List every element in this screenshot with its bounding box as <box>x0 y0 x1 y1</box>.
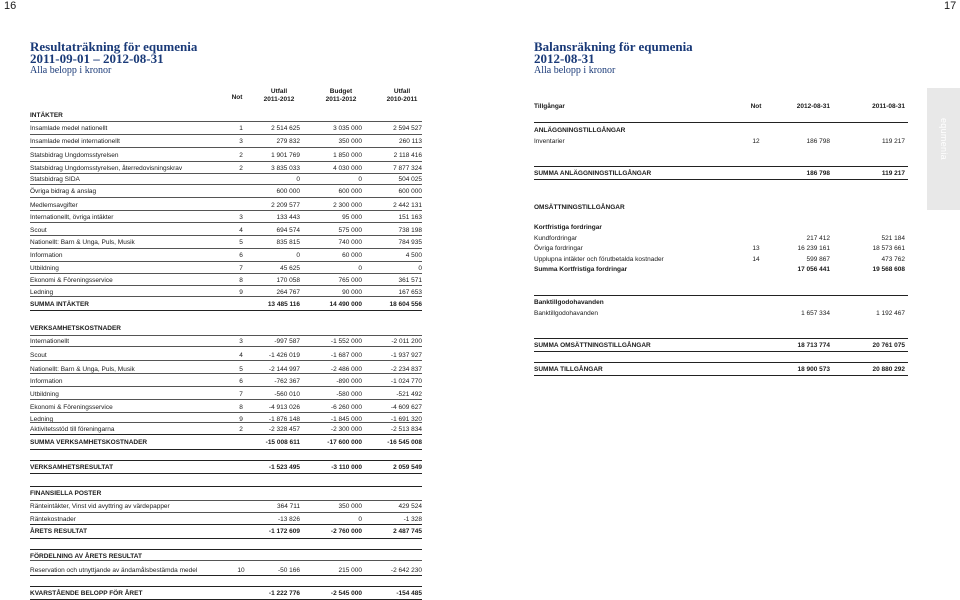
row-label: Övriga bidrag & anslag <box>30 188 97 195</box>
row-value-col2: 90 000 <box>342 289 362 296</box>
table-row <box>534 309 909 318</box>
row-value-col1: 1 901 769 <box>271 152 300 159</box>
row-note: 7 <box>239 391 243 398</box>
row-value-col3: 7 877 324 <box>393 165 422 172</box>
row-value-col2: 18 573 661 <box>872 245 905 252</box>
row-note: 3 <box>239 214 243 221</box>
row-divider <box>30 197 422 198</box>
table-row <box>30 425 430 434</box>
row-value-col3: 4 500 <box>405 252 422 259</box>
row-value-col1: -15 008 611 <box>265 439 300 446</box>
row-label: Nationellt: Barn & Unga, Puls, Musik <box>30 366 135 373</box>
row-value-col1: -2 328 457 <box>268 426 300 433</box>
row-label: Statsbidrag Ungdomsstyrelsen <box>30 152 119 159</box>
row-value-col1: -4 913 026 <box>268 404 300 411</box>
row-value-col2: -3 110 000 <box>331 464 362 471</box>
row-value-col1: 45 625 <box>280 265 300 272</box>
table-row <box>30 527 430 536</box>
row-label: Upplupna intäkter och förutbetalda kostnader <box>534 256 664 263</box>
table-row <box>30 201 430 210</box>
row-note: 7 <box>239 265 243 272</box>
table-row <box>30 226 430 235</box>
row-label: Banktillgodohavanden <box>534 299 604 306</box>
header-right-col1: 2012-08-31 <box>796 103 830 110</box>
row-note: 4 <box>239 227 243 234</box>
row-value-col1: -13 826 <box>277 516 300 523</box>
header-col1-a: Utfall <box>270 88 288 95</box>
row-value-col1: -1 222 776 <box>268 590 300 597</box>
row-value-col3: 2 059 549 <box>393 464 422 471</box>
table-row <box>534 298 909 307</box>
row-value-col3: 784 935 <box>398 239 422 246</box>
row-label: Internationellt <box>30 338 70 345</box>
row-label: Banktillgodohavanden <box>534 310 598 317</box>
row-note: 2 <box>239 426 243 433</box>
row-value-col1: 3 835 033 <box>271 165 300 172</box>
row-value-col1: -1 426 019 <box>268 352 300 359</box>
row-divider <box>30 399 422 400</box>
income-statement-title: Resultaträkning för equmenia <box>30 39 198 54</box>
row-divider <box>30 222 422 223</box>
row-note: 8 <box>239 277 243 284</box>
table-row <box>30 502 430 511</box>
row-value-col1: 217 412 <box>806 235 830 242</box>
row-value-col1: 186 798 <box>806 138 830 145</box>
row-value-col2: -1 687 000 <box>330 352 362 359</box>
row-value-col1: 2 514 625 <box>271 125 300 132</box>
table-row <box>30 403 430 412</box>
row-label: KVARSTÅENDE BELOPP FÖR ÅRET <box>30 590 143 597</box>
row-value-col2: 575 000 <box>338 227 362 234</box>
section-rule <box>30 473 422 474</box>
header-col3-b: 2010-2011 <box>386 96 418 103</box>
table-row <box>30 377 430 386</box>
table-row <box>534 169 909 178</box>
table-row <box>30 337 430 346</box>
balance-sheet-unit: Alla belopp i kronor <box>534 65 616 76</box>
table-row <box>30 213 430 222</box>
table-row <box>30 187 430 196</box>
row-value-col3: 260 113 <box>398 138 422 145</box>
row-note: 4 <box>239 352 243 359</box>
row-value-col3: 151 163 <box>398 214 422 221</box>
table-row <box>534 234 909 243</box>
header-col2-b: 2011-2012 <box>325 96 357 103</box>
table-row <box>30 175 430 184</box>
row-value-col2: 20 880 292 <box>872 366 905 373</box>
row-divider <box>30 210 422 211</box>
header-right-not: Not <box>750 103 762 110</box>
section-rule <box>30 460 422 461</box>
table-row <box>30 489 430 498</box>
row-note: 3 <box>239 338 243 345</box>
section-rule <box>30 434 422 435</box>
row-note: 8 <box>239 404 243 411</box>
header-col3-a: Utfall <box>393 88 411 95</box>
table-row <box>534 203 909 212</box>
row-label: ANLÄGGNINGSTILLGÅNGAR <box>534 127 626 134</box>
row-divider <box>30 512 422 513</box>
table-row <box>30 164 430 173</box>
row-label: Ekonomi & Föreningsservice <box>30 277 113 284</box>
row-value-col1: -762 367 <box>274 378 300 385</box>
row-value-col1: 1 657 334 <box>801 310 830 317</box>
row-value-col2: 1 192 467 <box>876 310 905 317</box>
row-label: Aktivitetsstöd till föreningarna <box>30 426 115 433</box>
section-rule <box>30 486 422 487</box>
row-label: Information <box>30 378 63 385</box>
row-label: Statsbidrag Ungdomsstyrelsen, återredovisningskrav <box>30 165 183 172</box>
income-statement-unit: Alla belopp i kronor <box>30 65 112 76</box>
row-label: FÖRDELNING AV ÅRETS RESULTAT <box>30 553 142 560</box>
row-label: Ekonomi & Föreningsservice <box>30 404 113 411</box>
row-value-col2: 4 030 000 <box>333 165 362 172</box>
row-label: VERKSAMHETSRESULTAT <box>30 464 114 471</box>
row-value-col2: 473 762 <box>881 256 905 263</box>
row-value-col3: -521 492 <box>396 391 422 398</box>
row-label: VERKSAMHETSKOSTNADER <box>30 325 122 332</box>
row-value-col3: 167 653 <box>398 289 422 296</box>
table-row <box>534 126 909 135</box>
row-label: Medlemsavgifter <box>30 202 78 209</box>
row-label: Reservation och utnyttjande av ändamålsbestämda medel <box>30 567 198 574</box>
table-row <box>30 238 430 247</box>
table-row <box>30 264 430 273</box>
row-value-col2: 350 000 <box>338 503 362 510</box>
row-note: 5 <box>239 239 243 246</box>
row-value-col1: 170 058 <box>276 277 300 284</box>
row-note: 12 <box>752 138 760 145</box>
row-divider <box>30 500 422 501</box>
row-value-col2: -580 000 <box>336 391 362 398</box>
table-row <box>30 390 430 399</box>
row-divider <box>30 235 422 236</box>
row-label: Internationellt, övriga intäkter <box>30 214 114 221</box>
row-label: Övriga fordringar <box>534 245 583 252</box>
row-label: Kortfristiga fordringar <box>534 224 602 231</box>
row-value-col2: 95 000 <box>342 214 362 221</box>
row-note: 6 <box>239 252 243 259</box>
row-value-col1: -560 010 <box>274 391 300 398</box>
row-label: Nationellt: Barn & Unga, Puls, Musik <box>30 239 135 246</box>
section-rule <box>30 586 422 587</box>
row-value-col1: 264 767 <box>276 289 300 296</box>
row-value-col2: 600 000 <box>338 188 362 195</box>
row-value-col3: 738 198 <box>398 227 422 234</box>
header-col1-b: 2011-2012 <box>263 96 295 103</box>
row-note: 9 <box>239 289 243 296</box>
row-value-col2: -2 300 000 <box>330 426 362 433</box>
row-value-col3: -154 485 <box>396 590 422 597</box>
row-value-col1: -1 876 148 <box>268 416 300 423</box>
page-number-right: 17 <box>944 0 957 12</box>
row-value-col2: 3 035 000 <box>333 125 362 132</box>
row-note: 2 <box>239 152 243 159</box>
row-label: Kundfordringar <box>534 235 577 242</box>
side-tab-label: equmenia <box>939 118 949 160</box>
table-row <box>30 111 430 120</box>
row-value-col3: -1 328 <box>403 516 422 523</box>
side-tab <box>927 88 960 210</box>
row-note: 6 <box>239 378 243 385</box>
row-value-col1: 835 815 <box>276 239 300 246</box>
row-note: 1 <box>239 125 243 132</box>
row-value-col3: -2 513 834 <box>390 426 422 433</box>
row-value-col3: 0 <box>418 265 422 272</box>
row-value-col1: 18 713 774 <box>797 342 830 349</box>
summa-omsattningstillgangar-box <box>534 338 908 352</box>
row-value-col3: -4 609 627 <box>390 404 422 411</box>
row-note: 5 <box>239 366 243 373</box>
row-divider <box>30 173 422 174</box>
header-not: Not <box>231 94 243 101</box>
section-rule <box>534 179 908 180</box>
table-row <box>534 255 909 264</box>
row-note: 2 <box>239 165 243 172</box>
row-value-col3: 429 524 <box>398 503 422 510</box>
section-rule <box>30 310 422 311</box>
row-value-col1: 16 239 161 <box>797 245 830 252</box>
row-value-col3: 2 487 745 <box>393 528 422 535</box>
row-label: Ledning <box>30 289 54 296</box>
row-value-col2: -2 760 000 <box>330 528 362 535</box>
row-label: SUMMA VERKSAMHETSKOSTNADER <box>30 439 148 446</box>
row-note: 3 <box>239 138 243 145</box>
row-value-col3: -1 024 770 <box>390 378 422 385</box>
table-row <box>30 137 430 146</box>
section-rule <box>30 575 422 576</box>
section-rule <box>534 166 908 167</box>
row-label: Ledning <box>30 416 54 423</box>
row-value-col2: 60 000 <box>342 252 362 259</box>
row-value-col1: -997 587 <box>274 338 300 345</box>
row-note: 14 <box>752 256 760 263</box>
row-value-col1: 364 711 <box>276 503 300 510</box>
row-value-col3: 2 442 131 <box>393 202 422 209</box>
row-value-col3: -2 011 200 <box>391 338 422 345</box>
row-value-col1: -1 172 609 <box>268 528 300 535</box>
row-divider <box>30 147 422 148</box>
row-value-col3: 2 594 527 <box>393 125 422 132</box>
row-value-col2: 0 <box>358 176 362 183</box>
row-value-col1: 17 056 441 <box>797 266 830 273</box>
row-divider <box>30 273 422 274</box>
row-value-col2: 119 217 <box>881 170 905 177</box>
section-rule <box>30 449 422 450</box>
row-value-col3: -2 642 230 <box>390 567 422 574</box>
row-divider <box>30 261 422 262</box>
table-row <box>30 251 430 260</box>
table-row <box>534 223 909 232</box>
header-col2-a: Budget <box>329 88 353 95</box>
row-label: Statsbidrag SIDA <box>30 176 80 183</box>
table-row <box>534 265 909 274</box>
row-value-col1: -50 166 <box>277 567 300 574</box>
row-value-col1: 600 000 <box>276 188 300 195</box>
row-divider <box>30 134 422 135</box>
row-value-col3: 18 604 556 <box>389 301 422 308</box>
row-divider <box>30 121 422 122</box>
table-row <box>30 124 430 133</box>
row-value-col1: 279 832 <box>276 138 300 145</box>
row-value-col1: -1 523 495 <box>268 464 300 471</box>
row-value-col3: -1 691 320 <box>390 416 422 423</box>
row-divider <box>30 422 422 423</box>
row-divider <box>30 248 422 249</box>
row-divider <box>30 161 422 162</box>
row-divider <box>30 285 422 286</box>
section-rule <box>534 295 908 296</box>
row-label: Information <box>30 252 63 259</box>
page-number-left: 16 <box>4 0 17 12</box>
row-value-col2: -2 545 000 <box>330 590 362 597</box>
row-label: OMSÄTTNINGSTILLGÅNGAR <box>534 204 625 211</box>
row-value-col2: 0 <box>358 265 362 272</box>
table-row <box>30 589 430 598</box>
row-divider <box>30 346 422 347</box>
table-row <box>30 515 430 524</box>
summa-tillgangar-box <box>534 362 908 376</box>
table-row <box>30 438 430 447</box>
row-divider <box>30 184 422 185</box>
row-value-col3: -16 545 008 <box>387 439 422 446</box>
row-divider <box>30 360 422 361</box>
table-row <box>30 351 430 360</box>
row-value-col1: 694 574 <box>276 227 300 234</box>
row-note: 10 <box>237 567 245 574</box>
table-row <box>30 324 430 333</box>
row-label: Utbildning <box>30 391 59 398</box>
row-divider <box>30 386 422 387</box>
row-value-col2: 119 217 <box>881 138 905 145</box>
row-value-col2: -6 260 000 <box>330 404 362 411</box>
row-label: Ränteintäkter, Vinst vid avyttring av värdepapper <box>30 503 170 510</box>
section-rule <box>30 538 422 539</box>
section-rule <box>30 549 422 550</box>
row-label: Insamlade medel nationellt <box>30 125 108 132</box>
row-value-col3: 2 118 416 <box>393 152 422 159</box>
row-note: 9 <box>239 416 243 423</box>
header-tillgangar: Tillgångar <box>534 103 565 110</box>
table-row <box>30 151 430 160</box>
row-value-col1: 186 798 <box>806 170 830 177</box>
row-value-col3: 504 025 <box>398 176 422 183</box>
row-value-col3: 361 571 <box>398 277 422 284</box>
row-value-col1: 18 900 573 <box>797 366 830 373</box>
row-value-col3: -1 937 927 <box>390 352 422 359</box>
row-label: INTÄKTER <box>30 112 63 119</box>
row-value-col1: 0 <box>296 252 300 259</box>
row-value-col2: 521 184 <box>881 235 905 242</box>
balance-sheet-title: Balansräkning för equmenia <box>534 39 693 54</box>
row-value-col1: 133 443 <box>276 214 300 221</box>
row-label: Insamlade medel internationellt <box>30 138 120 145</box>
row-label: Scout <box>30 352 47 359</box>
balance-sheet-date: 2012-08-31 <box>534 51 595 66</box>
row-label: SUMMA OMSÄTTNINGSTILLGÅNGAR <box>534 342 651 349</box>
table-row <box>30 566 430 575</box>
row-value-col2: 740 000 <box>338 239 362 246</box>
row-value-col2: 2 300 000 <box>333 202 362 209</box>
row-value-col2: 20 761 075 <box>872 342 905 349</box>
row-value-col3: 600 000 <box>398 188 422 195</box>
row-value-col2: 0 <box>358 516 362 523</box>
row-value-col2: 1 850 000 <box>333 152 362 159</box>
row-divider <box>30 412 422 413</box>
table-row <box>30 300 430 309</box>
row-value-col1: -2 144 997 <box>268 366 300 373</box>
row-label: SUMMA TILLGÅNGAR <box>534 366 603 373</box>
row-value-col1: 13 485 116 <box>267 301 300 308</box>
row-label: SUMMA ANLÄGGNINGSTILLGÅNGAR <box>534 170 652 177</box>
row-value-col2: -2 486 000 <box>330 366 362 373</box>
table-row <box>30 463 430 472</box>
row-value-col2: 350 000 <box>338 138 362 145</box>
row-label: Inventarier <box>534 138 565 145</box>
row-value-col2: 19 568 608 <box>872 266 905 273</box>
table-row <box>30 276 430 285</box>
row-label: Summa Kortfristiga fordringar <box>534 266 628 273</box>
row-value-col2: -890 000 <box>336 378 362 385</box>
row-value-col2: 14 490 000 <box>329 301 362 308</box>
section-rule <box>534 122 908 123</box>
row-value-col1: 599 867 <box>806 256 830 263</box>
row-divider <box>30 296 422 297</box>
row-value-col1: 2 209 577 <box>271 202 300 209</box>
section-rule <box>30 524 422 525</box>
row-divider <box>30 373 422 374</box>
row-value-col3: -2 234 837 <box>390 366 422 373</box>
table-row <box>534 137 909 146</box>
row-label: ÅRETS RESULTAT <box>30 528 88 535</box>
row-value-col1: 0 <box>296 176 300 183</box>
income-statement-period: 2011-09-01 – 2012-08-31 <box>30 51 164 66</box>
row-label: Scout <box>30 227 47 234</box>
row-label: Räntekostnader <box>30 516 76 523</box>
row-label: FINANSIELLA POSTER <box>30 490 102 497</box>
row-divider <box>30 335 422 336</box>
row-value-col2: -1 845 000 <box>330 416 362 423</box>
row-value-col2: -17 600 000 <box>327 439 362 446</box>
row-label: SUMMA INTÄKTER <box>30 301 89 308</box>
row-value-col2: 765 000 <box>338 277 362 284</box>
row-label: Utbildning <box>30 265 59 272</box>
row-divider <box>30 560 422 561</box>
row-note: 13 <box>752 245 760 252</box>
table-row <box>534 244 909 253</box>
row-value-col2: 215 000 <box>338 567 362 574</box>
header-right-col2: 2011-08-31 <box>872 103 905 110</box>
row-value-col2: -1 552 000 <box>330 338 362 345</box>
